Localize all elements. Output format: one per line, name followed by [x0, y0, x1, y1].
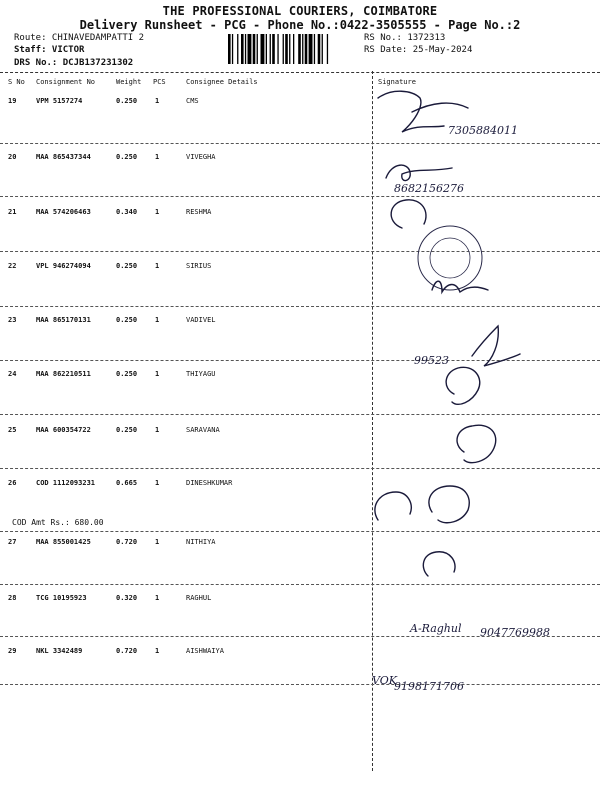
phone-20: 8682156276 [394, 182, 464, 195]
signature-22 [432, 281, 488, 292]
signature-24 [446, 367, 480, 404]
barcode-bar [241, 34, 244, 64]
barcode-bar [285, 34, 288, 64]
row-consignment: TCG 10195923 [36, 594, 87, 602]
phone-29: 9198171706 [394, 680, 464, 693]
phone-19: 7305884011 [448, 124, 518, 137]
row-weight: 0.320 [116, 594, 138, 602]
signature-area [372, 72, 600, 772]
row-consignment: MAA 865170131 [36, 316, 91, 324]
barcode-bar [298, 34, 301, 64]
row-pcs: 1 [155, 153, 160, 161]
rs-number: RS No.: 1372313 [364, 33, 446, 43]
col-header-signature: Signature [378, 78, 416, 86]
barcode-bar [272, 34, 275, 64]
row-consignee: VADIVEL [186, 316, 216, 324]
row-weight: 0.250 [116, 316, 138, 324]
barcode-bar [270, 34, 271, 64]
row-weight: 0.250 [116, 97, 138, 105]
row-consignee: VIVEGHA [186, 153, 216, 161]
row-sno: 19 [8, 97, 17, 105]
barcode-bar [248, 34, 252, 64]
row-pcs: 1 [155, 479, 160, 487]
col-header-details: Consignee Details [186, 78, 258, 86]
phone-23: 99523 [414, 354, 449, 367]
barcode-bar [261, 34, 265, 64]
row-pcs: 1 [155, 594, 160, 602]
barcode-bar [283, 34, 284, 64]
row-consignee: RESHMA [186, 208, 212, 216]
row-consignee: CMS [186, 97, 199, 105]
row-pcs: 1 [155, 316, 160, 324]
barcode-bar [232, 34, 233, 64]
col-header-pcs: PCS [153, 78, 166, 86]
company-title: THE PROFESSIONAL COURIERS, COIMBATORE [162, 4, 438, 18]
signature-21 [391, 200, 426, 228]
row-consignee: RAGHUL [186, 594, 212, 602]
drs-number: DRS No.: DCJB137231302 [14, 58, 134, 68]
signature-20 [386, 165, 452, 180]
row-sno: 26 [8, 479, 17, 487]
row-weight: 0.720 [116, 647, 138, 655]
barcode-bar [314, 34, 315, 64]
cod-amount: COD Amt Rs.: 680.00 [12, 518, 104, 527]
barcode [228, 34, 356, 64]
col-header-sno: S No [8, 78, 25, 86]
barcode-bar [293, 34, 294, 64]
row-pcs: 1 [155, 208, 160, 216]
barcode-bar [266, 34, 267, 64]
runsheet-subtitle: Delivery Runsheet - PCG - Phone No.:0422-3505555 - Page No.:2 [79, 18, 521, 32]
row-consignee: AISHWAIYA [186, 647, 224, 655]
barcode-bar [309, 34, 313, 64]
row-consignment: MAA 855001425 [36, 538, 91, 546]
row-weight: 0.250 [116, 262, 138, 270]
barcode-bar [322, 34, 323, 64]
phone-28: 9047769988 [480, 626, 550, 639]
barcode-bar [253, 34, 256, 64]
row-pcs: 1 [155, 370, 160, 378]
barcode-bar [228, 34, 231, 64]
barcode-bar [237, 34, 238, 64]
row-sno: 20 [8, 153, 17, 161]
row-weight: 0.340 [116, 208, 138, 216]
row-weight: 0.250 [116, 370, 138, 378]
barcode-bar [277, 34, 278, 64]
row-sno: 29 [8, 647, 17, 655]
row-pcs: 1 [155, 262, 160, 270]
row-consignment: MAA 862210511 [36, 370, 91, 378]
row-consignment: NKL 3342489 [36, 647, 83, 655]
name-29: VOK [372, 674, 397, 687]
row-sno: 27 [8, 538, 17, 546]
row-consignment: VPL 946274094 [36, 262, 91, 270]
row-weight: 0.250 [116, 153, 138, 161]
row-consignment: VPM 5157274 [36, 97, 83, 105]
name-28: A-Raghul [410, 622, 462, 635]
row-consignment: MAA 574206463 [36, 208, 91, 216]
row-weight: 0.665 [116, 479, 138, 487]
signature-23 [472, 326, 520, 366]
barcode-bar [289, 34, 290, 64]
stamp [418, 226, 482, 290]
col-header-consignment: Consignment No [36, 78, 96, 86]
barcode-bar [245, 34, 246, 64]
barcode-bar [305, 34, 308, 64]
row-weight: 0.720 [116, 538, 138, 546]
row-sno: 23 [8, 316, 17, 324]
row-pcs: 1 [155, 647, 160, 655]
signature-27 [423, 552, 455, 576]
row-consignment: COD 1112093231 [36, 479, 96, 487]
signature-26 [375, 486, 469, 523]
staff-label: Staff: VICTOR [14, 45, 85, 55]
row-pcs: 1 [155, 97, 160, 105]
row-sno: 24 [8, 370, 17, 378]
row-consignee: THIYAGU [186, 370, 216, 378]
route-label: Route: CHINAVEDAMPATTI 2 [14, 33, 145, 43]
rs-date: RS Date: 25-May-2024 [364, 45, 473, 55]
row-consignee: SARAVANA [186, 426, 220, 434]
barcode-bar [327, 34, 328, 64]
row-sno: 22 [8, 262, 17, 270]
row-sno: 21 [8, 208, 17, 216]
row-weight: 0.250 [116, 426, 138, 434]
row-sno: 28 [8, 594, 17, 602]
barcode-bar [257, 34, 258, 64]
row-consignee: SIRIUS [186, 262, 212, 270]
row-pcs: 1 [155, 538, 160, 546]
row-sno: 25 [8, 426, 17, 434]
col-header-weight: Weight [116, 78, 142, 86]
row-consignment: MAA 865437344 [36, 153, 91, 161]
signature-25 [457, 425, 496, 462]
barcode-bar [302, 34, 303, 64]
row-consignee: NITHIYA [186, 538, 216, 546]
row-consignment: MAA 600354722 [36, 426, 91, 434]
row-consignee: DINESHKUMAR [186, 479, 233, 487]
row-pcs: 1 [155, 426, 160, 434]
barcode-bar [318, 34, 321, 64]
